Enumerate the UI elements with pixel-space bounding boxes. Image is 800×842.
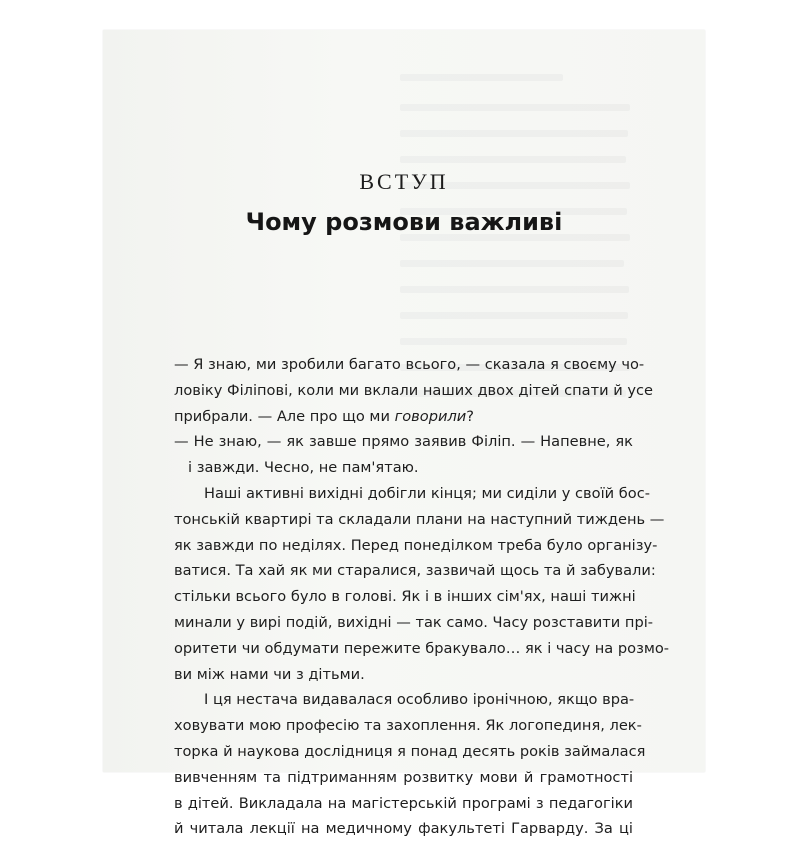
text-line [174, 636, 670, 662]
text-segment: прибрали. — Але про що ми [174, 407, 395, 425]
text-line [174, 507, 665, 533]
emphasis-text: говорили [394, 407, 467, 425]
chapter-label: ВСТУП [359, 169, 449, 194]
text-line [174, 713, 642, 739]
text-segment: ? [466, 407, 475, 425]
text-line [174, 481, 650, 507]
text-line [174, 404, 633, 430]
text-segment: минали у вирі подій, вихідні — так само. Часу розставити прі- [174, 613, 654, 631]
text-segment: вивченням та підтриманням розвитку мови й грамотності [174, 768, 633, 786]
text-segment: Наші активні вихідні добігли кінця; ми сиділи у своїй бос- [204, 484, 650, 502]
text-line [174, 584, 636, 610]
text-line [174, 533, 658, 559]
text-line [174, 816, 633, 842]
text-segment: й читала лекції на медичному факультеті Гарварду. За ці [174, 820, 633, 838]
text-segment: ховувати мою професію та захоплення. Як логопединя, лек- [174, 717, 642, 735]
text-segment: — Я знаю, ми зробили багато всього, — сказала я своєму чо- [174, 356, 645, 373]
text-segment: в дітей. Викладала на магістерській програмі з педагогіки [174, 794, 633, 812]
text-line [174, 662, 633, 688]
text-segment: І ця нестача видавалася особливо іронічною, якщо вра- [204, 691, 635, 709]
text-segment: оритети чи обдумати пережите бракувало… як і часу на розмо- [174, 639, 670, 657]
text-segment: ви між нами чи з дітьми. [174, 665, 365, 683]
text-line [174, 558, 656, 584]
text-segment: ватися. Та хай як ми старалися, зазвичай щось та й забували: [174, 562, 656, 580]
book-page [103, 30, 705, 838]
text-line [174, 739, 646, 765]
text-line [174, 791, 633, 817]
text-segment: ловіку Філіпові, коли ми вклали наших двох дітей спати й усе [174, 381, 654, 399]
text-segment: тонській квартирі та складали плани на наступний тиждень — [174, 510, 665, 528]
text-line [174, 687, 633, 713]
text-segment: як завжди по неділях. Перед понеділком треба було організу- [174, 536, 658, 554]
text-line [174, 765, 633, 791]
text-line [174, 378, 654, 404]
text-segment: — Не знаю, — як завше прямо заявив Філіп. — Напевне, як [174, 433, 633, 451]
text-line [174, 352, 645, 378]
text-segment: торка й наукова дослідниця я понад десять років займалася [174, 742, 646, 760]
text-line [174, 610, 654, 636]
body-text [174, 352, 670, 842]
chapter-title: Чому розмови важливі [245, 208, 563, 236]
text-segment: стільки всього було в голові. Як і в інших сім'ях, наші тижні [174, 588, 636, 606]
text-line [174, 455, 633, 481]
text-segment: і завжди. Чесно, не пам'ятаю. [188, 459, 419, 477]
text-line [174, 429, 633, 455]
